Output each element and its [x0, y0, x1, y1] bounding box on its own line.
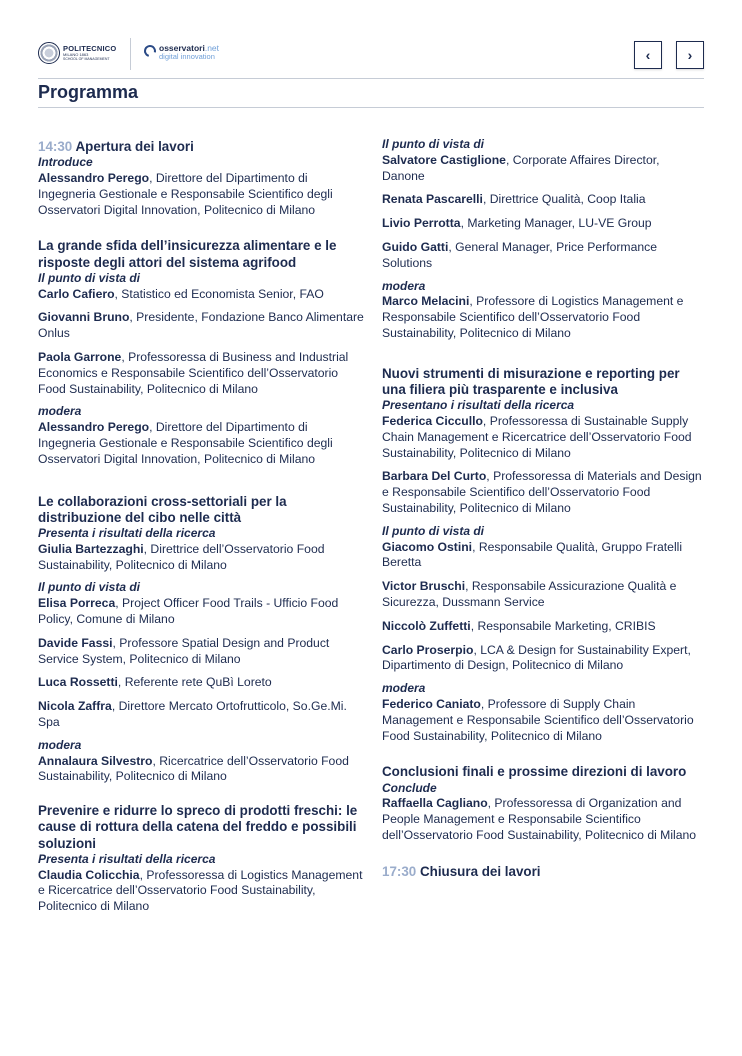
polimi-school: SCHOOL OF MANAGEMENT — [63, 57, 110, 61]
page-title: Programma — [38, 82, 139, 102]
speaker: Carlo Cafiero, Statistico ed Economista Senior, FAO — [38, 286, 324, 301]
role-label: Presentano i risultati della ricerca — [382, 398, 575, 413]
role-label: Presenta i risultati della ricerca — [38, 525, 216, 540]
left-column — [38, 139, 364, 915]
speaker: Federica Ciccullo, Professoressa di Sustainable Supply Chain Management e Ricercatrice dell’Osservatorio Food Sustainability, Politecnico di Milano — [382, 413, 692, 460]
polimi-name: POLITECNICO — [63, 43, 117, 53]
speaker: Davide Fassi, Professore Spatial Design and Product Service System, Politecnico di Milano — [38, 635, 330, 666]
role-label: Il punto di vista di — [382, 523, 484, 538]
speaker: Salvatore Castiglione, Corporate Affaires Director, Danone — [382, 152, 660, 183]
section-title: Nuovi strumenti di misurazione e reporting per una filiera più trasparente e inclusiva — [382, 365, 680, 397]
role-label: Il punto di vista di — [38, 270, 140, 285]
role-label: modera — [382, 681, 426, 696]
logo-divider — [130, 38, 131, 70]
speaker: Carlo Proserpio, LCA & Design for Sustainability Expert, Dipartimento di Design, Politecnico di Milano — [382, 642, 691, 673]
role-label: Introduce — [38, 155, 93, 170]
speaker: Marco Melacini, Professore di Logistics Management e Responsabile Scientifico dell’Osservatorio Food Sustainability, Politecnico di Milano — [382, 294, 684, 340]
next-page-button[interactable]: › — [676, 41, 704, 69]
osservatori-logo-icon — [142, 43, 158, 59]
header-divider — [38, 78, 704, 79]
polimi-seal-icon — [38, 42, 60, 64]
section-title: 14:30 Apertura dei lavori — [38, 139, 194, 154]
polimi-sub: MILANO 1863 — [63, 52, 89, 57]
speaker: Nicola Zaffra, Direttore Mercato Ortofrutticolo, So.Ge.Mi. Spa — [38, 699, 347, 729]
section-title: 17:30 Chiusura dei lavori — [382, 863, 541, 879]
section-title: La grande sfida dell’insicurezza alimentare e le risposte degli attori del sistema agrifood — [38, 238, 337, 270]
session-time: 14:30 — [38, 139, 73, 154]
speaker: Paola Garrone, Professoressa di Business and Industrial Economics e Responsabile Scientifico dell’Osservatorio Food Sustainability, Politecnico di Milano — [38, 349, 349, 396]
speaker: Elisa Porreca, Project Officer Food Trails - Ufficio Food Policy, Comune di Milano — [38, 596, 339, 626]
osservatori-name: osservatori.net — [159, 43, 220, 53]
speaker: Federico Caniato, Professore di Supply Chain Management e Responsabile Scientifico dell’Osservatorio Food Sustainability, Politecnico di Milano — [382, 696, 694, 743]
section-title: Le collaborazioni cross-settoriali per la distribuzione del cibo nelle città — [38, 493, 287, 525]
role-label: Presenta i risultati della ricerca — [38, 851, 216, 866]
speaker: Niccolò Zuffetti, Responsabile Marketing, CRIBIS — [382, 618, 656, 633]
speaker: Luca Rossetti, Referente rete QuBì Loreto — [38, 675, 272, 690]
role-label: modera — [38, 737, 82, 752]
polimi-logo — [38, 42, 116, 64]
role-label: Conclude — [382, 780, 437, 795]
role-label: modera — [382, 278, 426, 293]
speaker: Barbara Del Curto, Professoressa di Materials and Design e Responsabile Scientifico dell’Osservatorio Food Sustainability, Politecnico di Milano — [382, 469, 702, 515]
speaker: Alessandro Perego, Direttore del Dipartimento di Ingegneria Gestionale e Responsabile Scientifico degli Osservatori Digital Innovation, Politecnico di Milano — [38, 420, 333, 466]
speaker: Giovanni Bruno, Presidente, Fondazione Banco Alimentare Onlus — [38, 310, 364, 341]
section-title: Conclusioni finali e prossime direzioni di lavoro — [382, 764, 687, 780]
right-column — [382, 137, 704, 880]
session-time: 17:30 — [382, 863, 417, 879]
speaker: Guido Gatti, General Manager, Price Performance Solutions — [382, 239, 657, 270]
speaker: Raffaella Cagliano, Professoressa di Organization and People Management e Responsabile Scientifico dell’Osservatorio Food Sustainability, Politecnico di Milano — [382, 796, 697, 842]
role-label: modera — [38, 404, 82, 419]
speaker: Giulia Bartezzaghi, Direttrice dell’Osservatorio Food Sustainability, Politecnico di Milano — [38, 541, 325, 572]
speaker: Annalaura Silvestro, Ricercatrice dell’Osservatorio Food Sustainability, Politecnico di Milano — [38, 753, 349, 784]
speaker: Livio Perrotta, Marketing Manager, LU-VE Group — [382, 216, 652, 231]
speaker: Giacomo Ostini, Responsabile Qualità, Gruppo Fratelli Beretta — [382, 539, 683, 570]
speaker: Alessandro Perego, Direttore del Dipartimento di Ingegneria Gestionale e Responsabile Scientifico degli Osservatori Digital Innovation, Politecnico di Milano — [38, 171, 333, 217]
osservatori-logo — [144, 44, 219, 60]
previous-page-button[interactable]: ‹ — [634, 41, 662, 69]
header — [38, 38, 704, 74]
title-divider — [38, 107, 704, 108]
osservatori-sub: digital innovation — [159, 51, 215, 61]
speaker: Victor Bruschi, Responsabile Assicurazione Qualità e Sicurezza, Dussmann Service — [382, 579, 677, 609]
speaker: Claudia Colicchia, Professoressa di Logistics Management e Ricercatrice dell’Osservatorio Food Sustainability, Politecnico di Milano — [38, 867, 363, 914]
role-label: Il punto di vista di — [382, 137, 484, 151]
speaker: Renata Pascarelli, Direttrice Qualità, Coop Italia — [382, 192, 646, 207]
role-label: Il punto di vista di — [38, 580, 140, 595]
section-title: Prevenire e ridurre lo spreco di prodotti freschi: le cause di rottura della catena del freddo e possibili soluzioni — [38, 803, 358, 851]
